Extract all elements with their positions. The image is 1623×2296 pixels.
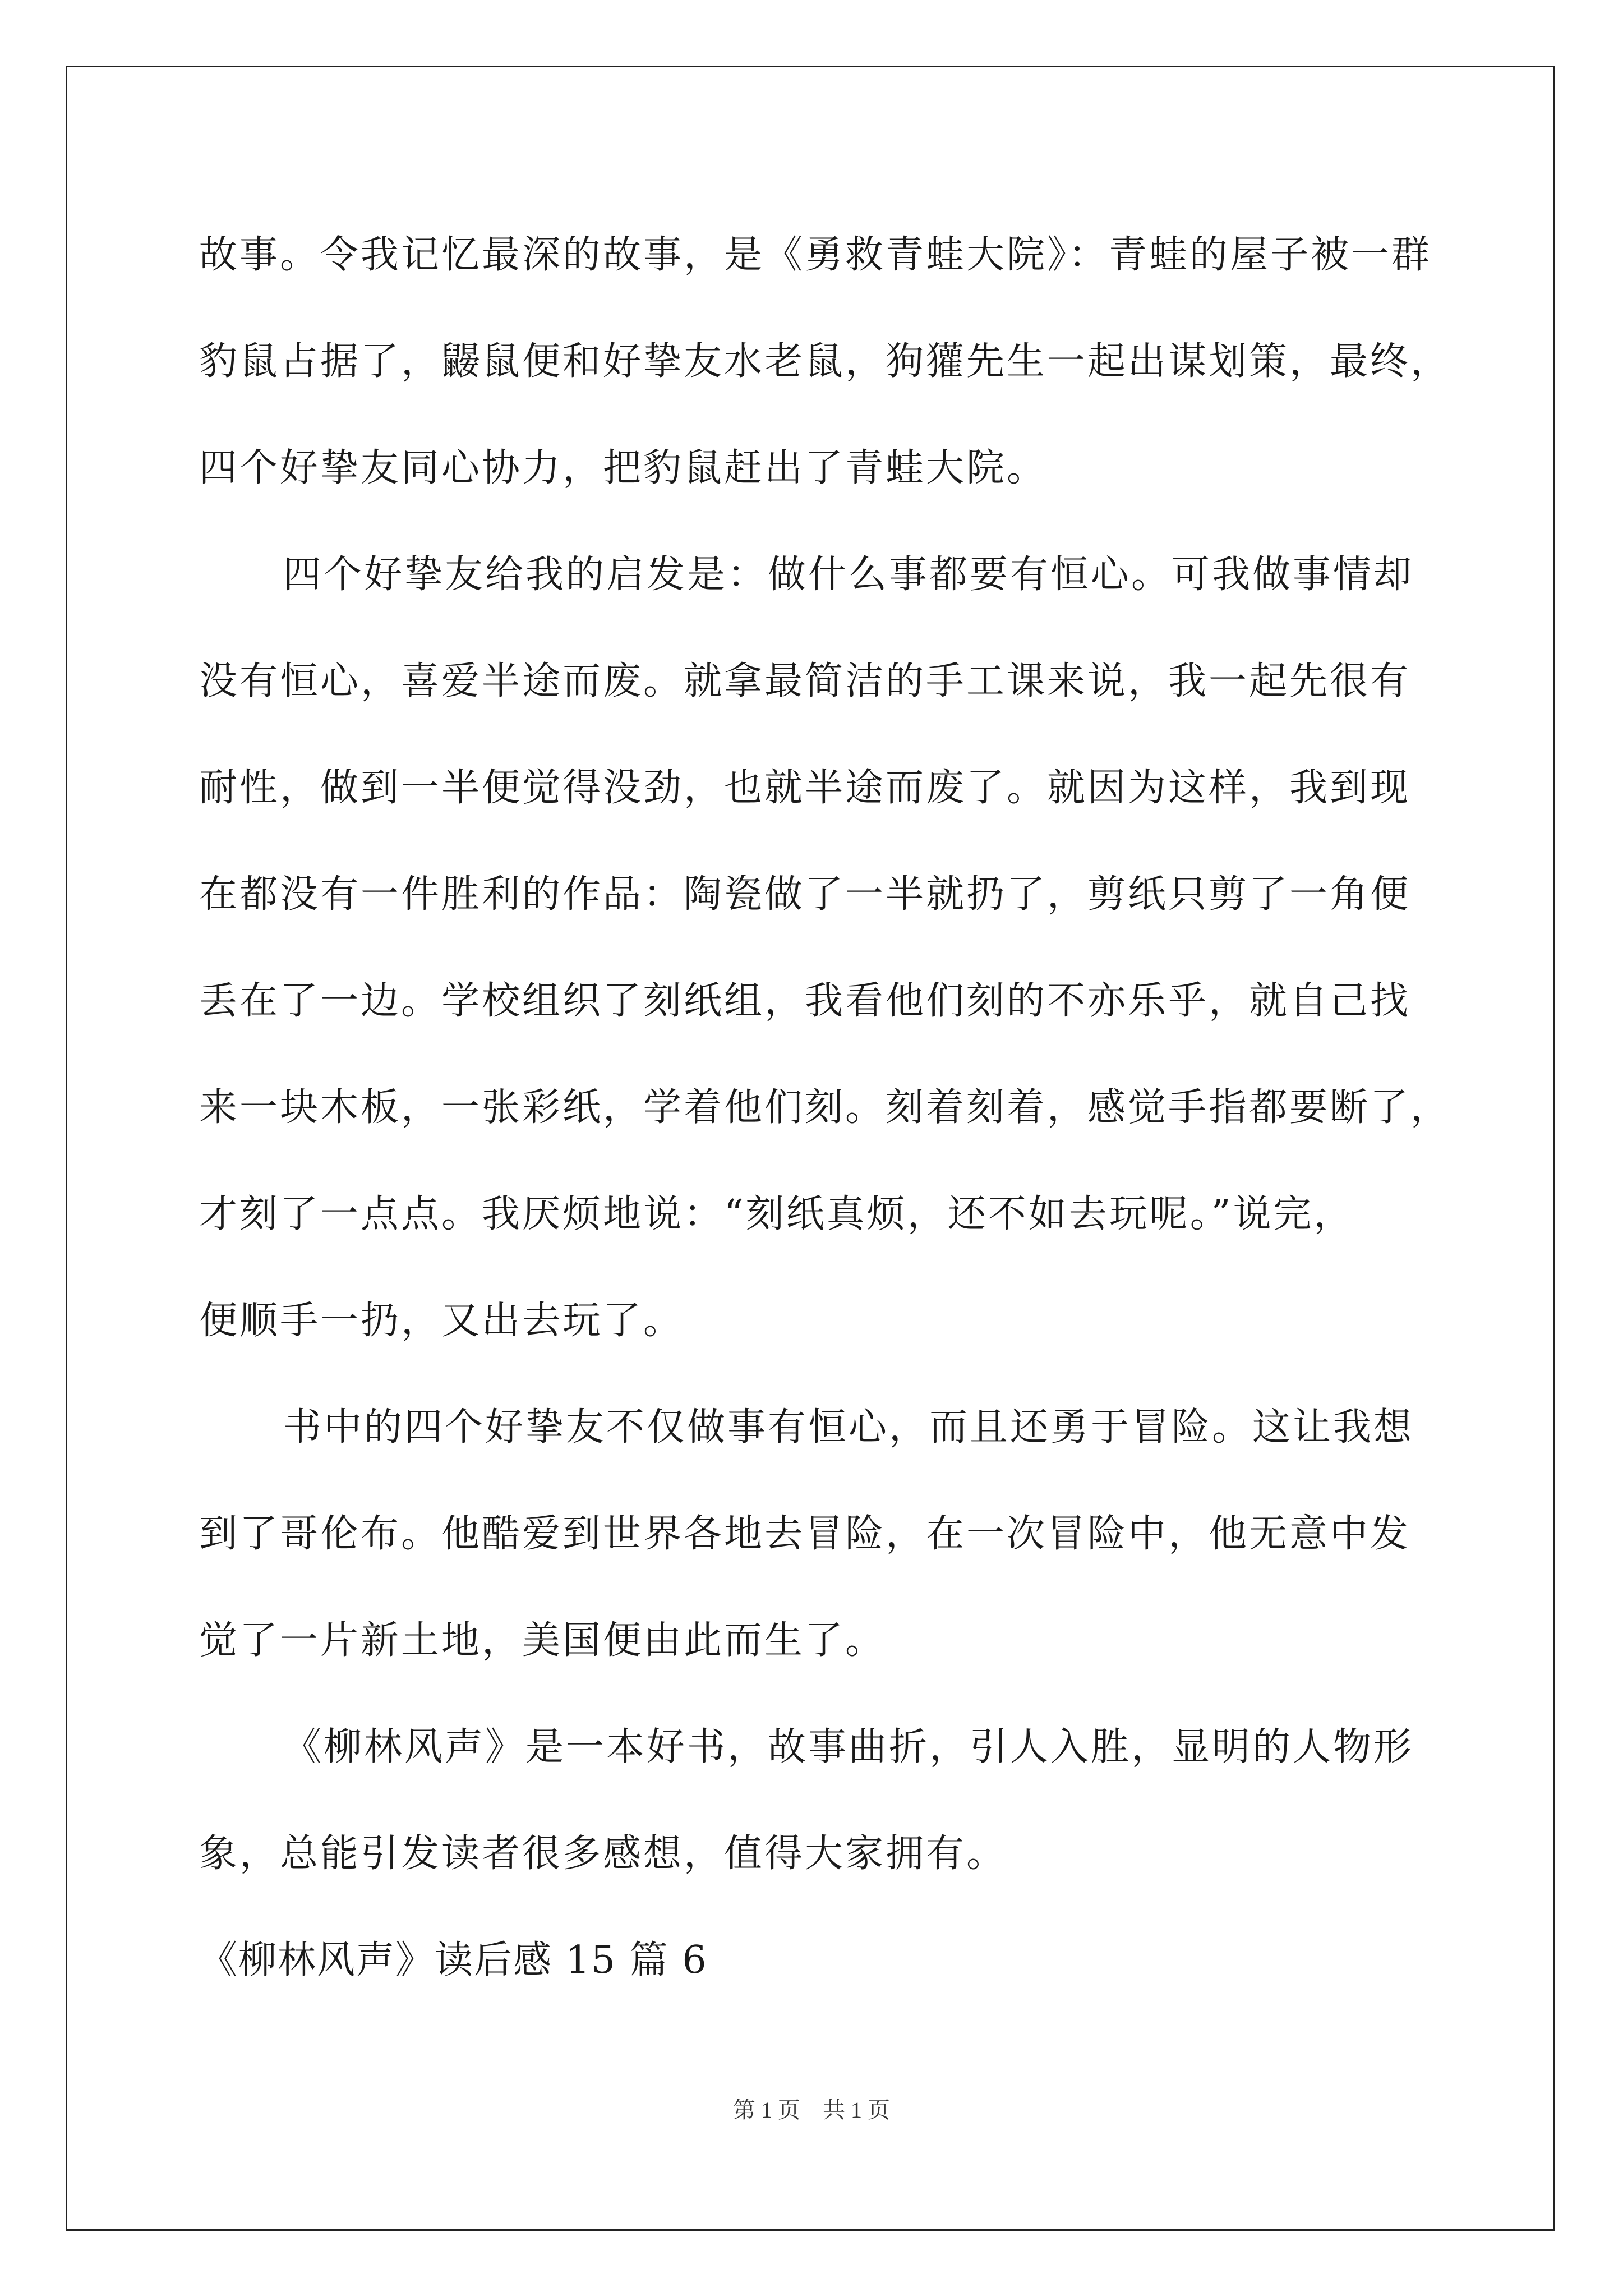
paragraph-3-line-1: 书中的四个好挚友不仅做事有恒心，而且还勇于冒险。这让我想 — [283, 1405, 1414, 1450]
paragraph-2-line-6: 来一块木板，一张彩纸，学着他们刻。刻着刻着，感觉手指都要断了， — [199, 1085, 1451, 1130]
paragraph-2-line-1: 四个好挚友给我的启发是：做什么事都要有恒心。可我做事情却 — [283, 553, 1414, 597]
paragraph-3-line-3: 觉了一片新土地，美国便由此而生了。 — [199, 1618, 886, 1663]
section-heading: 《柳林风声》读后感 15 篇 6 — [199, 1938, 708, 1982]
document-body — [199, 202, 1450, 2014]
paragraph-1-line-2: 豹鼠占据了，鼹鼠便和好挚友水老鼠，狗獾先生一起出谋划策，最终， — [199, 339, 1451, 384]
paragraph-2-line-2: 没有恒心，喜爱半途而废。就拿最简洁的手工课来说，我一起先很有 — [199, 659, 1411, 703]
paragraph-2-line-3: 耐性，做到一半便觉得没劲，也就半途而废了。就因为这样，我到现 — [199, 766, 1411, 810]
paragraph-2-line-5: 丢在了一边。学校组织了刻纸组，我看他们刻的不亦乐乎，就自己找 — [199, 979, 1411, 1023]
paragraph-4-line-1: 《柳林风声》是一本好书，故事曲折，引人入胜，显明的人物形 — [283, 1725, 1414, 1769]
paragraph-2-line-8: 便顺手一扔，又出去玩了。 — [199, 1299, 684, 1343]
paragraph-2-line-7: 才刻了一点点。我厌烦地说：“刻纸真烦，还不如去玩呢。”说完， — [199, 1192, 1354, 1236]
page-footer: 第 1 页 共 1 页 — [733, 2097, 890, 2123]
paragraph-1-line-3: 四个好挚友同心协力，把豹鼠赶出了青蛙大院。 — [199, 446, 1048, 490]
paragraph-1-line-1: 故事。令我记忆最深的故事，是《勇救青蛙大院》：青蛙的屋子被一群 — [199, 233, 1432, 277]
paragraph-2-line-4: 在都没有一件胜利的作品：陶瓷做了一半就扔了，剪纸只剪了一角便 — [199, 872, 1411, 917]
paragraph-3-line-2: 到了哥伦布。他酷爱到世界各地去冒险，在一次冒险中，他无意中发 — [199, 1512, 1411, 1556]
paragraph-4-line-2: 象，总能引发读者很多感想，值得大家拥有。 — [199, 1832, 1007, 1876]
